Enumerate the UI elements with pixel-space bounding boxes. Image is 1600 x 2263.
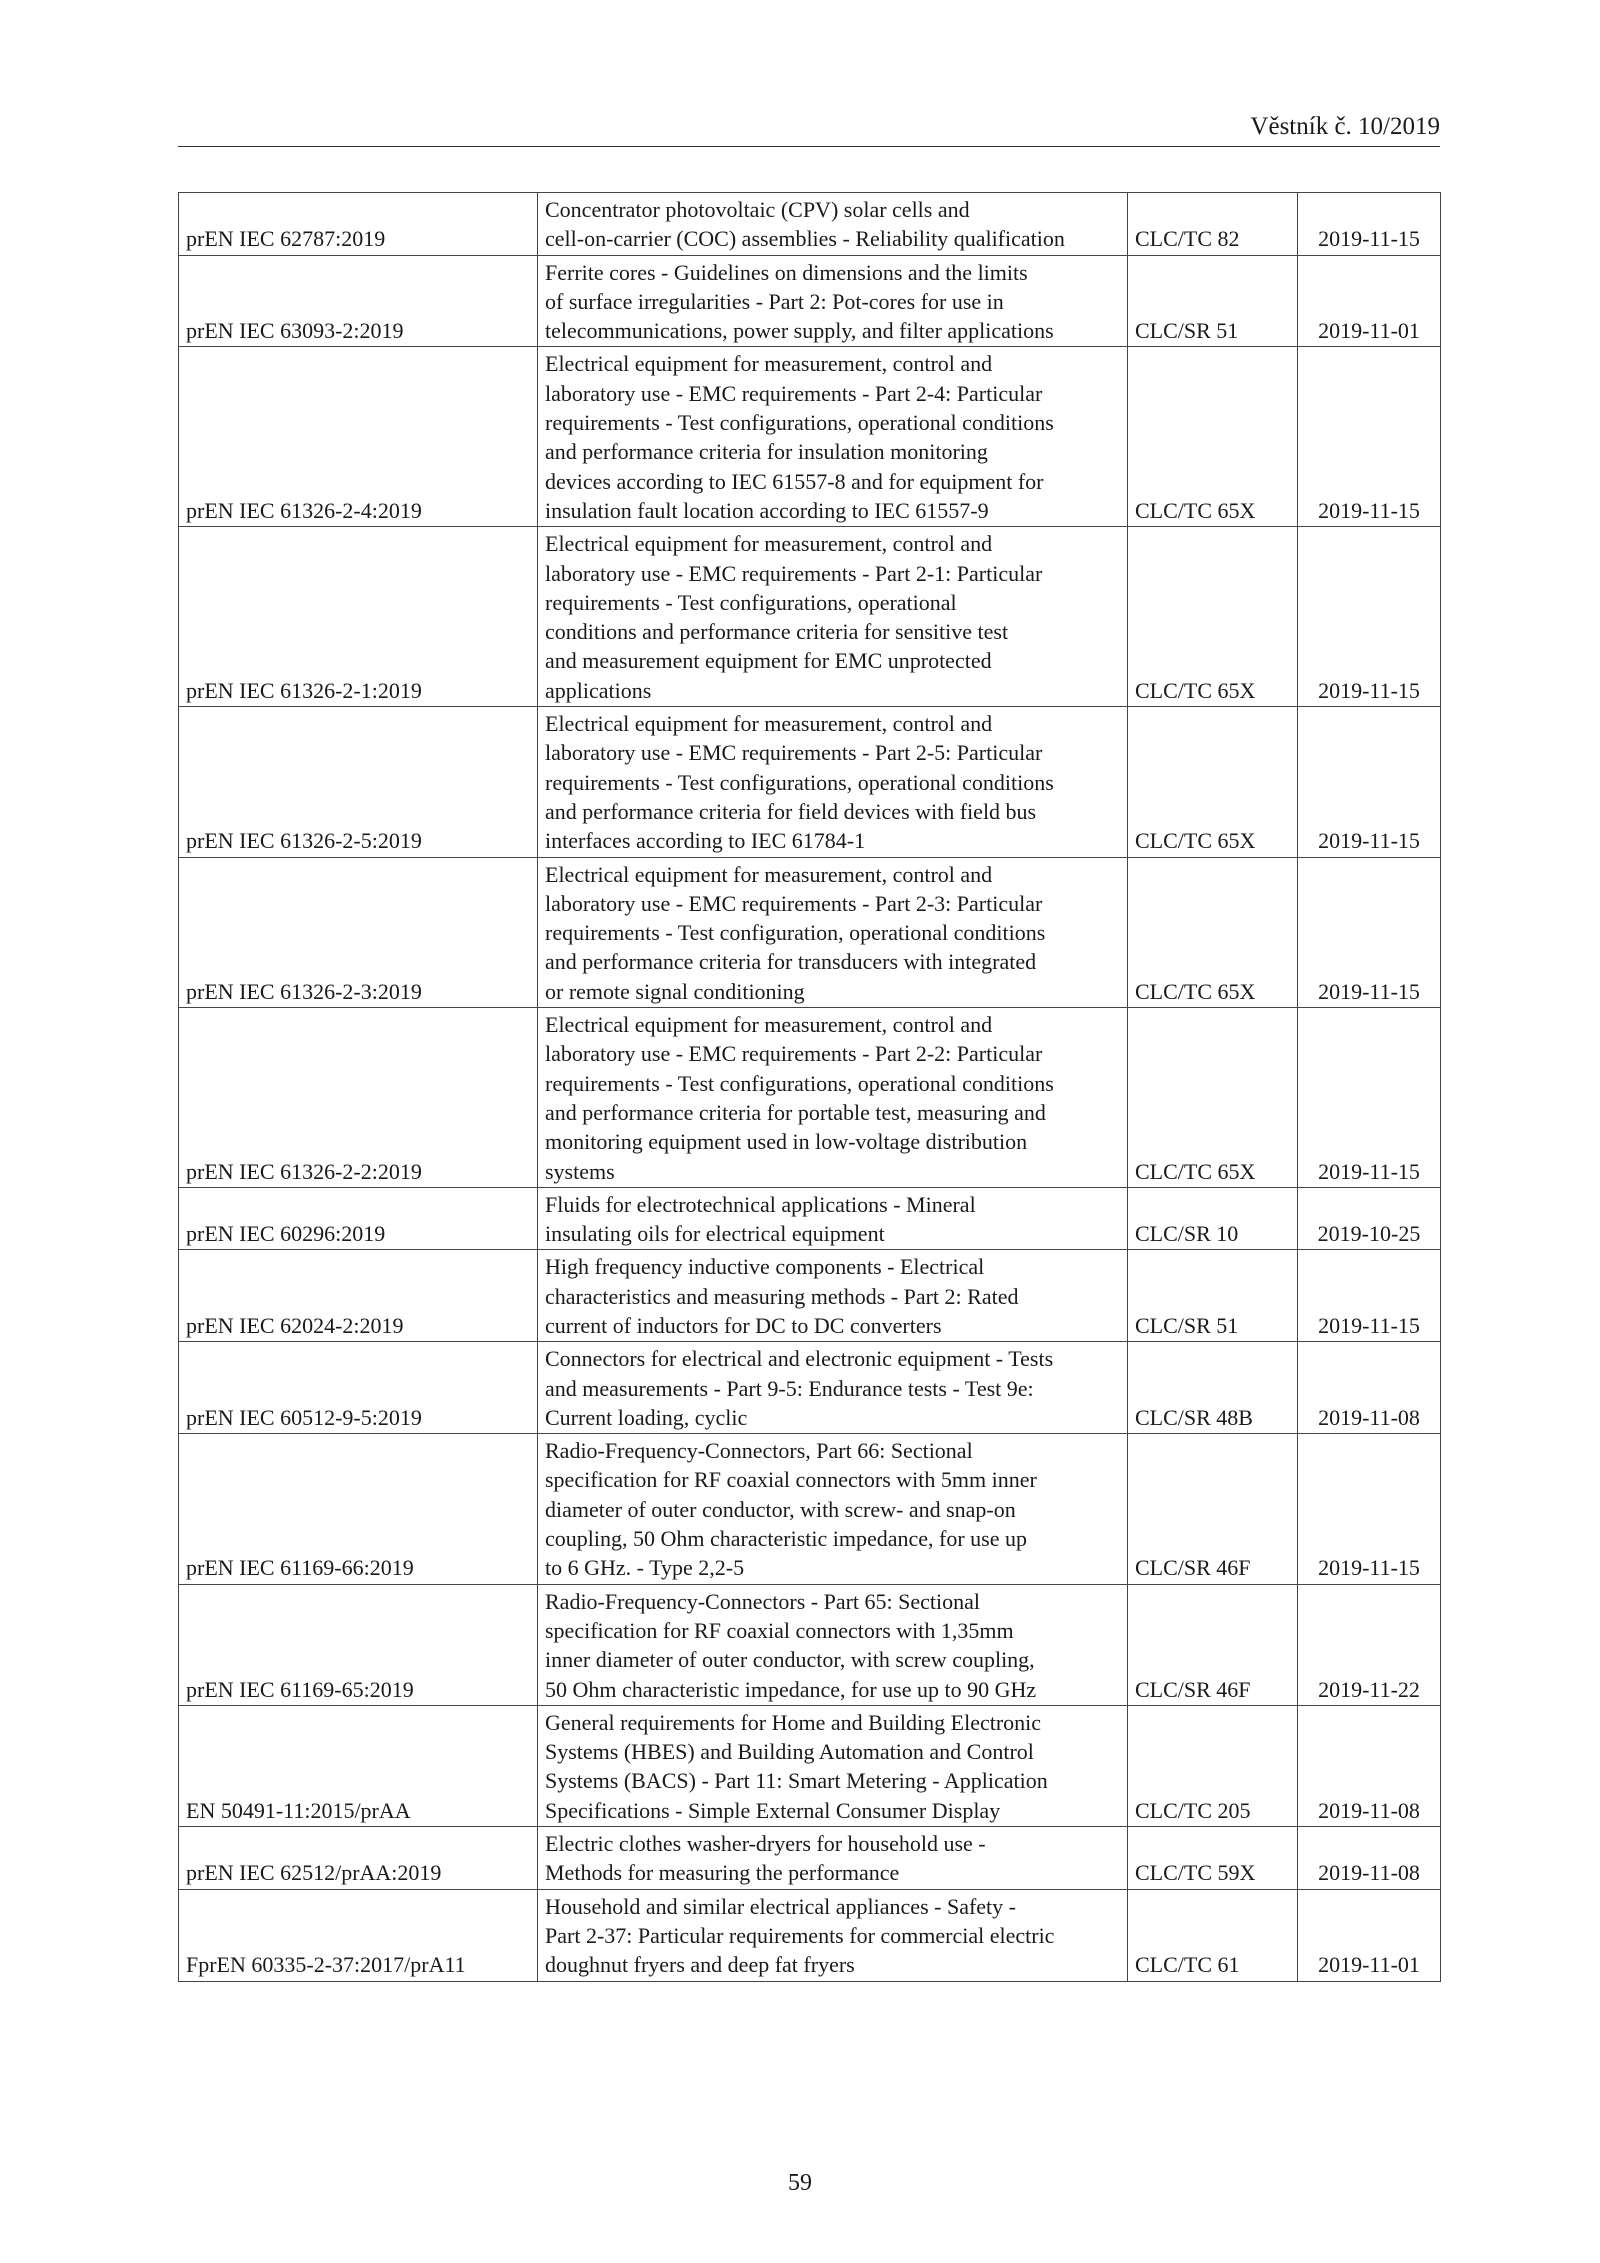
table-row bbox=[179, 1250, 1441, 1342]
title-line: requirements - Test configurations, operational conditions bbox=[545, 410, 1054, 436]
title-line: telecommunications, power supply, and filter applications bbox=[545, 318, 1054, 344]
title-line: and measurement equipment for EMC unprotected bbox=[545, 648, 992, 674]
title-line: requirements - Test configuration, operational conditions bbox=[545, 920, 1046, 946]
committee-cell: CLC/SR 51 bbox=[1128, 1250, 1298, 1342]
title-line: Ferrite cores - Guidelines on dimensions and the limits bbox=[545, 259, 1028, 285]
deadline-date-cell: 2019-10-25 bbox=[1298, 1187, 1441, 1250]
title-line: Household and similar electrical appliances - Safety - bbox=[545, 1893, 1016, 1919]
title-line: diameter of outer conductor, with screw- and snap-on bbox=[545, 1496, 1016, 1522]
deadline-date-cell: 2019-11-15 bbox=[1298, 1434, 1441, 1584]
committee-cell: CLC/TC 65X bbox=[1128, 707, 1298, 857]
title-line: doughnut fryers and deep fat fryers bbox=[545, 1952, 855, 1978]
committee-cell: CLC/TC 65X bbox=[1128, 1008, 1298, 1188]
standard-code-cell: prEN IEC 62024-2:2019 bbox=[179, 1250, 538, 1342]
deadline-date-cell: 2019-11-01 bbox=[1298, 255, 1441, 347]
title-line: devices according to IEC 61557-8 and for equipment for bbox=[545, 468, 1044, 494]
standard-code-cell: prEN IEC 62787:2019 bbox=[179, 193, 538, 256]
title-line: and performance criteria for transducers with integrated bbox=[545, 949, 1037, 975]
table-row bbox=[179, 857, 1441, 1007]
title-line: to 6 GHz. - Type 2,2-5 bbox=[545, 1555, 745, 1581]
table-row bbox=[179, 527, 1441, 707]
standard-code-cell: prEN IEC 60296:2019 bbox=[179, 1187, 538, 1250]
table-row bbox=[179, 1827, 1441, 1890]
table-row bbox=[179, 255, 1441, 347]
committee-cell: CLC/SR 10 bbox=[1128, 1187, 1298, 1250]
title-line: Electrical equipment for measurement, control and bbox=[545, 351, 993, 377]
table-row bbox=[179, 1187, 1441, 1250]
title-line: Current loading, cyclic bbox=[545, 1404, 748, 1430]
table-row bbox=[179, 707, 1441, 857]
standard-code-cell: prEN IEC 61326-2-2:2019 bbox=[179, 1008, 538, 1188]
title-line: Electrical equipment for measurement, control and bbox=[545, 531, 993, 557]
title-line: inner diameter of outer conductor, with screw coupling, bbox=[545, 1647, 1035, 1673]
standard-title-cell bbox=[538, 1342, 1128, 1434]
standard-title-cell bbox=[538, 1827, 1128, 1890]
standard-code-cell: prEN IEC 61169-66:2019 bbox=[179, 1434, 538, 1584]
standard-title-cell bbox=[538, 347, 1128, 527]
standard-code-cell: prEN IEC 61326-2-4:2019 bbox=[179, 347, 538, 527]
committee-cell: CLC/TC 65X bbox=[1128, 857, 1298, 1007]
title-line: applications bbox=[545, 677, 652, 703]
standards-table-body bbox=[179, 193, 1441, 1982]
deadline-date-cell: 2019-11-15 bbox=[1298, 1008, 1441, 1188]
title-line: requirements - Test configurations, operational bbox=[545, 589, 957, 615]
standards-table bbox=[178, 192, 1441, 1982]
deadline-date-cell: 2019-11-08 bbox=[1298, 1342, 1441, 1434]
table-row bbox=[179, 193, 1441, 256]
table-row bbox=[179, 1584, 1441, 1705]
standard-title-cell bbox=[538, 857, 1128, 1007]
title-line: and performance criteria for insulation monitoring bbox=[545, 439, 988, 465]
title-line: requirements - Test configurations, operational conditions bbox=[545, 769, 1054, 795]
table-row bbox=[179, 347, 1441, 527]
standard-title-cell bbox=[538, 1705, 1128, 1826]
standard-title-cell bbox=[538, 1008, 1128, 1188]
standard-title-cell bbox=[538, 193, 1128, 256]
title-line: 50 Ohm characteristic impedance, for use up to 90 GHz bbox=[545, 1676, 1037, 1702]
committee-cell: CLC/SR 51 bbox=[1128, 255, 1298, 347]
title-line: General requirements for Home and Building Electronic bbox=[545, 1709, 1042, 1735]
deadline-date-cell: 2019-11-08 bbox=[1298, 1705, 1441, 1826]
title-line: Concentrator photovoltaic (CPV) solar cells and bbox=[545, 197, 970, 222]
title-line: Methods for measuring the performance bbox=[545, 1860, 900, 1886]
committee-cell: CLC/TC 65X bbox=[1128, 347, 1298, 527]
title-line: or remote signal conditioning bbox=[545, 978, 805, 1004]
committee-cell: CLC/TC 59X bbox=[1128, 1827, 1298, 1890]
title-line: monitoring equipment used in low-voltage distribution bbox=[545, 1129, 1028, 1155]
deadline-date-cell: 2019-11-15 bbox=[1298, 527, 1441, 707]
title-line: of surface irregularities - Part 2: Pot-cores for use in bbox=[545, 288, 1004, 314]
title-line: Fluids for electrotechnical applications - Mineral bbox=[545, 1191, 976, 1217]
title-line: laboratory use - EMC requirements - Part 2-4: Particular bbox=[545, 380, 1043, 406]
header-divider bbox=[178, 146, 1440, 147]
standard-title-cell bbox=[538, 1250, 1128, 1342]
standard-code-cell: EN 50491-11:2015/prAA bbox=[179, 1705, 538, 1826]
title-line: Specifications - Simple External Consumer Display bbox=[545, 1797, 1001, 1823]
deadline-date-cell: 2019-11-01 bbox=[1298, 1889, 1441, 1981]
standard-code-cell: prEN IEC 63093-2:2019 bbox=[179, 255, 538, 347]
title-line: cell-on-carrier (COC) assemblies - Reliability qualification bbox=[545, 226, 1065, 252]
title-line: Electrical equipment for measurement, control and bbox=[545, 1012, 993, 1038]
title-line: laboratory use - EMC requirements - Part 2-1: Particular bbox=[545, 560, 1043, 586]
standard-title-cell bbox=[538, 707, 1128, 857]
deadline-date-cell: 2019-11-15 bbox=[1298, 857, 1441, 1007]
standard-title-cell bbox=[538, 255, 1128, 347]
title-line: and performance criteria for field devices with field bus bbox=[545, 798, 1037, 824]
title-line: coupling, 50 Ohm characteristic impedance, for use up bbox=[545, 1526, 1028, 1552]
title-line: requirements - Test configurations, operational conditions bbox=[545, 1070, 1054, 1096]
title-line: laboratory use - EMC requirements - Part 2-5: Particular bbox=[545, 740, 1043, 766]
title-line: insulation fault location according to IEC 61557-9 bbox=[545, 497, 989, 523]
title-line: Electrical equipment for measurement, control and bbox=[545, 711, 993, 737]
standard-title-cell bbox=[538, 1434, 1128, 1584]
standard-title-cell bbox=[538, 1889, 1128, 1981]
standard-title-cell bbox=[538, 527, 1128, 707]
committee-cell: CLC/TC 61 bbox=[1128, 1889, 1298, 1981]
title-line: laboratory use - EMC requirements - Part 2-2: Particular bbox=[545, 1041, 1043, 1067]
journal-header: Věstník č. 10/2019 bbox=[1250, 113, 1440, 140]
standard-code-cell: prEN IEC 61326-2-5:2019 bbox=[179, 707, 538, 857]
standard-code-cell: prEN IEC 61326-2-3:2019 bbox=[179, 857, 538, 1007]
standard-code-cell: prEN IEC 60512-9-5:2019 bbox=[179, 1342, 538, 1434]
title-line: Electrical equipment for measurement, control and bbox=[545, 861, 993, 887]
title-line: High frequency inductive components - Electrical bbox=[545, 1254, 985, 1280]
title-line: Systems (BACS) - Part 11: Smart Metering - Application bbox=[545, 1768, 1048, 1794]
deadline-date-cell: 2019-11-22 bbox=[1298, 1584, 1441, 1705]
title-line: and performance criteria for portable test, measuring and bbox=[545, 1099, 1046, 1125]
title-line: insulating oils for electrical equipment bbox=[545, 1221, 885, 1247]
title-line: characteristics and measuring methods - Part 2: Rated bbox=[545, 1283, 1019, 1309]
title-line: conditions and performance criteria for sensitive test bbox=[545, 619, 1009, 645]
deadline-date-cell: 2019-11-15 bbox=[1298, 707, 1441, 857]
title-line: and measurements - Part 9-5: Endurance tests - Test 9e: bbox=[545, 1375, 1034, 1401]
table-row bbox=[179, 1342, 1441, 1434]
table-row bbox=[179, 1705, 1441, 1826]
committee-cell: CLC/TC 82 bbox=[1128, 193, 1298, 256]
table-row bbox=[179, 1889, 1441, 1981]
title-line: current of inductors for DC to DC converters bbox=[545, 1312, 942, 1338]
title-line: Radio-Frequency-Connectors - Part 65: Sectional bbox=[545, 1588, 981, 1614]
standard-code-cell: prEN IEC 61169-65:2019 bbox=[179, 1584, 538, 1705]
deadline-date-cell: 2019-11-15 bbox=[1298, 1250, 1441, 1342]
page-number: 59 bbox=[788, 2170, 812, 2196]
title-line: Connectors for electrical and electronic equipment - Tests bbox=[545, 1346, 1054, 1372]
committee-cell: CLC/SR 46F bbox=[1128, 1584, 1298, 1705]
title-line: interfaces according to IEC 61784-1 bbox=[545, 828, 866, 854]
standard-title-cell bbox=[538, 1187, 1128, 1250]
deadline-date-cell: 2019-11-08 bbox=[1298, 1827, 1441, 1890]
deadline-date-cell: 2019-11-15 bbox=[1298, 347, 1441, 527]
title-line: specification for RF coaxial connectors with 5mm inner bbox=[545, 1467, 1037, 1493]
title-line: specification for RF coaxial connectors with 1,35mm bbox=[545, 1617, 1014, 1643]
title-line: systems bbox=[545, 1158, 615, 1184]
standard-code-cell: prEN IEC 62512/prAA:2019 bbox=[179, 1827, 538, 1890]
committee-cell: CLC/SR 48B bbox=[1128, 1342, 1298, 1434]
committee-cell: CLC/TC 65X bbox=[1128, 527, 1298, 707]
committee-cell: CLC/SR 46F bbox=[1128, 1434, 1298, 1584]
title-line: Electric clothes washer-dryers for household use - bbox=[545, 1831, 986, 1857]
title-line: Radio-Frequency-Connectors, Part 66: Sectional bbox=[545, 1438, 973, 1464]
table-row bbox=[179, 1008, 1441, 1188]
standard-title-cell bbox=[538, 1584, 1128, 1705]
title-line: laboratory use - EMC requirements - Part 2-3: Particular bbox=[545, 890, 1043, 916]
standard-code-cell: FprEN 60335-2-37:2017/prA11 bbox=[179, 1889, 538, 1981]
table-row bbox=[179, 1434, 1441, 1584]
title-line: Systems (HBES) and Building Automation and Control bbox=[545, 1739, 1034, 1765]
committee-cell: CLC/TC 205 bbox=[1128, 1705, 1298, 1826]
standard-code-cell: prEN IEC 61326-2-1:2019 bbox=[179, 527, 538, 707]
deadline-date-cell: 2019-11-15 bbox=[1298, 193, 1441, 256]
title-line: Part 2-37: Particular requirements for commercial electric bbox=[545, 1922, 1055, 1948]
